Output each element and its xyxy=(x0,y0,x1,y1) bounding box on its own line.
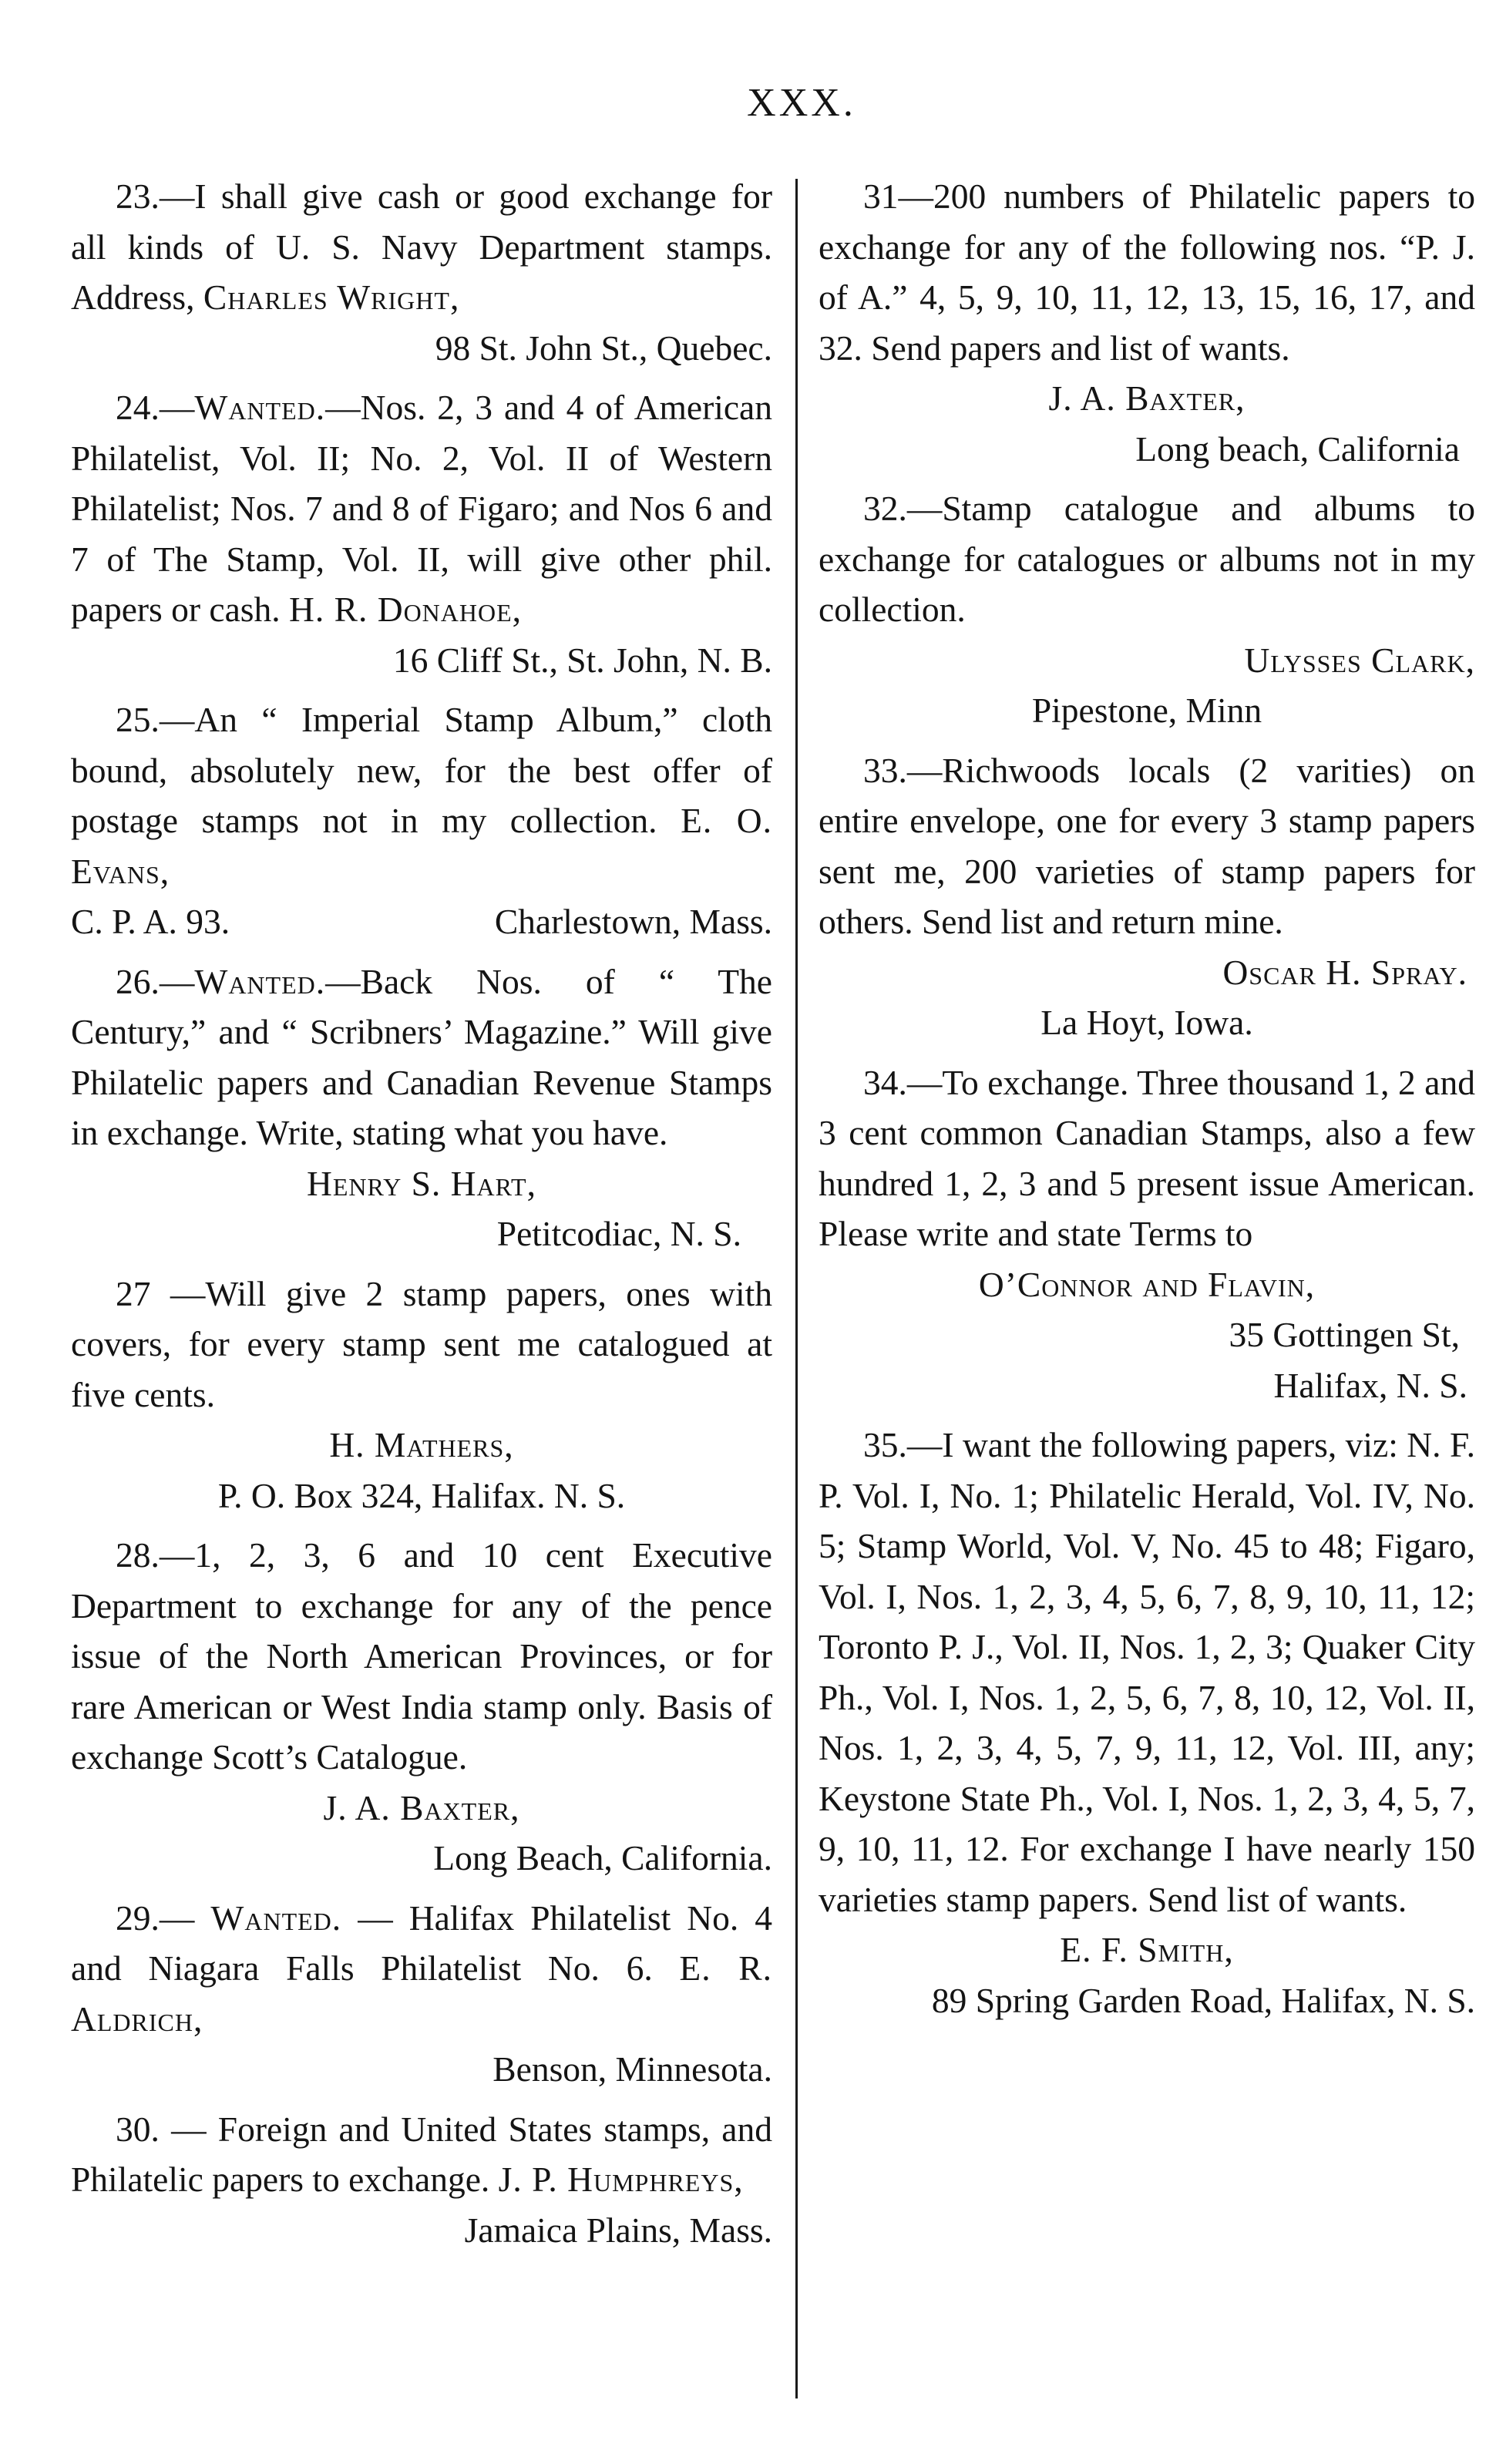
advertisement-31 xyxy=(819,171,1475,474)
ad-name: Charles Wright, xyxy=(203,277,460,317)
ad-membership: C. P. A. 93. xyxy=(71,902,230,941)
ad-body: 34.—To exchange. Three thousand 1, 2 and 3 cent common Canadian Stamps, also a few hundred 1, 2, 3 and 5 present issue American. Please write and state Terms to xyxy=(819,1062,1475,1253)
ad-body: 30. — Foreign and United States stamps, and Philatelic papers to exchange. J. P. Humphreys, xyxy=(71,2109,772,2199)
advertisement-27 xyxy=(71,1269,772,1521)
advertisement-32 xyxy=(819,483,1475,736)
ad-name: E. F. Smith, xyxy=(1060,1930,1234,1969)
ad-name: J. A. Baxter, xyxy=(1048,378,1246,418)
ad-body: 25.—An “ Imperial Stamp Album,” cloth bound, absolutely new, for the best offer of postage stamps not in my collection. E. O. Evans, xyxy=(71,700,773,891)
ad-address: 89 Spring Garden Road, Halifax, N. S. xyxy=(931,1980,1475,2020)
ad-address: La Hoyt, Iowa. xyxy=(1040,1003,1253,1042)
ad-body: 31—200 numbers of Philatelic papers to exchange for any of the following nos. “P. J. of A.” 4, 5, 9, 10, 11, 12, 13, 15, 16, 17, and 32. Send papers and list of wants. xyxy=(819,176,1475,368)
wanted-label: Wanted. xyxy=(194,961,326,1001)
wanted-label: Wanted. xyxy=(194,388,326,427)
advertisement-25 xyxy=(71,694,772,947)
advertisement-29 xyxy=(71,1893,772,2095)
ad-address: Charlestown, Mass. xyxy=(494,902,772,941)
advertisement-23 xyxy=(71,171,772,373)
ad-signature-line xyxy=(71,896,772,947)
advertisement-24 xyxy=(71,382,772,685)
ad-body: 23.—I shall give cash or good exchange for all kinds of U. S. Navy Department stamps. Address, Charles Wright, xyxy=(71,176,772,317)
ad-name: E. R. Aldrich, xyxy=(71,1948,772,2039)
ad-body: 28.—1, 2, 3, 6 and 10 cent Executive Department to exchange for any of the pence issue of the North American Provinces, or for rare American or West India stamp only. Basis of exchange Scott’s Catalogue. xyxy=(71,1535,772,1777)
advertisement-30 xyxy=(71,2104,772,2256)
left-column xyxy=(71,171,772,2264)
advertisement-26 xyxy=(71,956,772,1259)
ad-address: P. O. Box 324, Halifax. N. S. xyxy=(217,1475,626,1515)
ad-address: Petitcodiac, N. S. xyxy=(496,1214,741,1253)
ad-body: 29.— Wanted. — Halifax Philatelist No. 4 and Niagara Falls Philatelist No. 6. E. R. Aldrich, xyxy=(71,1898,773,2039)
ad-body: 24.—Wanted.—Nos. 2, 3 and 4 of American Philatelist, Vol. II; No. 2, Vol. II of Western Philatelist; Nos. 7 and 8 of Figaro; and Nos 6 and 7 of The Stamp, Vol. II, will give other phil. papers or cash. H. R. Donahoe, xyxy=(71,388,772,629)
ad-address: Jamaica Plains, Mass. xyxy=(464,2210,772,2250)
ad-body: 35.—I want the following papers, viz: N. F. P. Vol. I, No. 1; Philatelic Herald, Vol. IV, No. 5; Stamp World, Vol. V, No. 45 to 48; Figaro, Vol. I, Nos. 1, 2, 3, 4, 5, 6, 7, 8, 9, 10, 11, 12; Toronto P. J., Vol. II, Nos. 1, 2, 3; Quaker City Ph., Vol. I, Nos. 1, 2, 5, 6, 7, 8, 10, 12, Vol. II, Nos. 1, 2, 3, 4, 5, 7, 9, 11, 12, Vol. III, any; Keystone State Ph., Vol. I, Nos. 1, 2, 3, 4, 5, 7, 9, 10, 11, 12. For exchange I have nearly 150 varieties stamp papers. Send list of wants. xyxy=(819,1425,1475,1919)
ad-name: J. P. Humphreys, xyxy=(498,2160,744,2199)
page-number: XXX. xyxy=(747,81,856,125)
right-column xyxy=(819,171,1475,2035)
ad-name: O’Connor and Flavin, xyxy=(978,1264,1316,1304)
ad-address: Long beach, California xyxy=(1135,429,1460,469)
ad-address: 98 St. John St., Quebec. xyxy=(435,328,772,368)
ad-body: 27 —Will give 2 stamp papers, ones with covers, for every stamp sent me catalogued at five cents. xyxy=(71,1273,772,1414)
ad-name: Henry S. Hart, xyxy=(307,1163,536,1203)
ad-address: Long Beach, California. xyxy=(433,1838,772,1877)
column-divider xyxy=(795,179,798,2398)
advertisement-35 xyxy=(819,1420,1475,2025)
advertisement-34 xyxy=(819,1057,1475,1411)
ad-address: 16 Cliff St., St. John, N. B. xyxy=(392,640,772,680)
ad-body: 32.—Stamp catalogue and albums to exchange for catalogues or albums not in my collection. xyxy=(819,489,1475,629)
ad-name: Oscar H. Spray. xyxy=(1222,952,1467,992)
ad-address: Pipestone, Minn xyxy=(1031,691,1262,730)
ad-address-city: Halifax, N. S. xyxy=(1273,1365,1467,1405)
ad-name: E. O. Evans, xyxy=(71,801,773,891)
ad-body: 33.—Richwoods locals (2 varities) on entire envelope, one for every 3 stamp papers sent me, 200 varieties of stamp papers for others. Send list and return mine. xyxy=(819,750,1475,941)
ad-name: H. R. Donahoe, xyxy=(289,590,523,629)
ad-body: 26.—Wanted.—Back Nos. of “ The Century,” and “ Scribners’ Magazine.” Will give Philatelic papers and Canadian Revenue Stamps in exchange. Write, stating what you have. xyxy=(71,961,772,1152)
ad-address-street: 35 Gottingen St, xyxy=(1229,1315,1460,1354)
advertisement-33 xyxy=(819,745,1475,1048)
ad-name: H. Mathers, xyxy=(329,1425,514,1464)
ad-name: Ulysses Clark, xyxy=(1244,640,1475,680)
wanted-label: Wanted. xyxy=(210,1898,342,1938)
ad-address: Benson, Minnesota. xyxy=(493,2049,772,2089)
ad-name: J. A. Baxter, xyxy=(323,1787,520,1827)
advertisement-28 xyxy=(71,1530,772,1884)
